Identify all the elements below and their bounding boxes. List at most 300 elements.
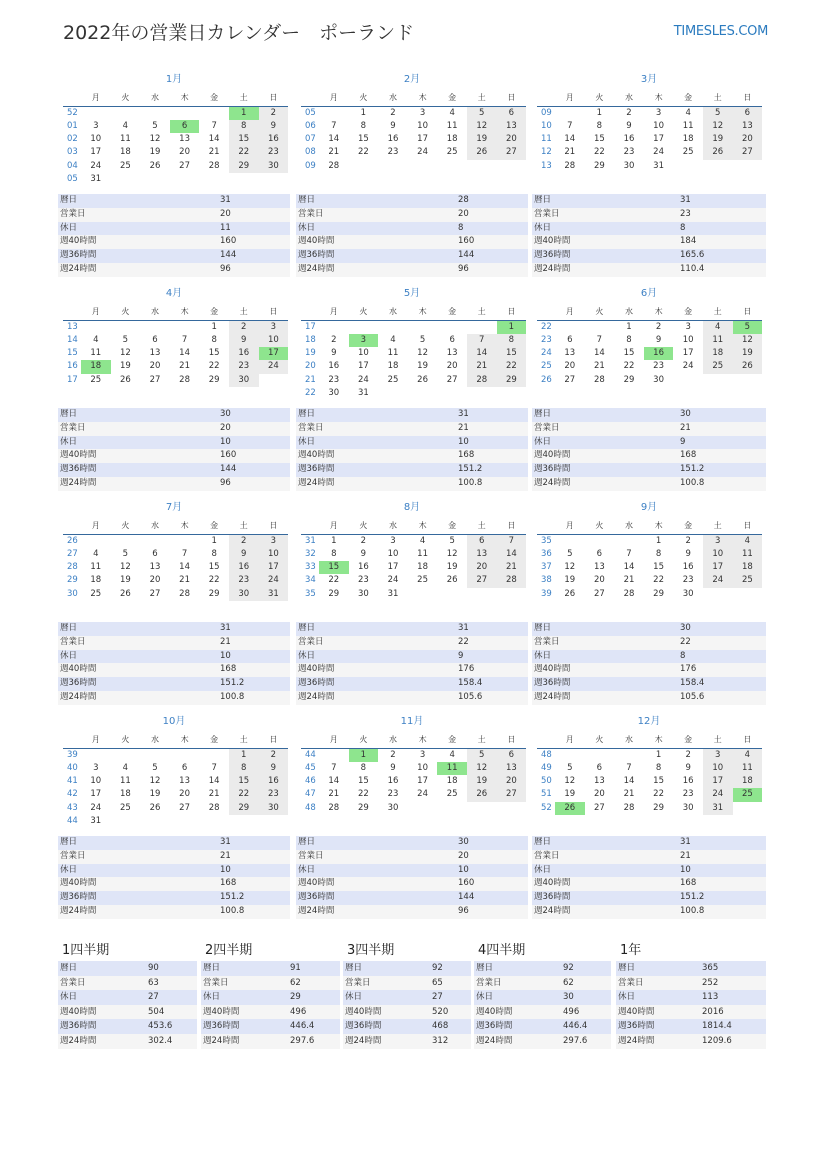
week-number: 05	[67, 173, 78, 184]
week-number: 47	[305, 789, 316, 800]
weekday-header-row	[63, 733, 288, 749]
weekend-day-cell: 19	[703, 133, 733, 146]
week-rows	[301, 107, 527, 187]
stat-label: 営業日	[60, 850, 86, 861]
stat-row	[58, 636, 290, 650]
day-cell: 2	[685, 535, 691, 546]
weekday-header: 月	[329, 93, 338, 102]
day-cell: 26	[119, 588, 131, 599]
empty-day-cell	[673, 160, 703, 173]
stat-row	[296, 691, 528, 705]
week-number: 23	[541, 334, 552, 345]
stat-label: 暦日	[476, 963, 494, 973]
stat-label: 週24時間	[298, 691, 335, 702]
empty-day-cell	[170, 107, 200, 120]
stat-row	[532, 249, 766, 263]
week-rows	[537, 321, 763, 401]
week-number-header	[301, 519, 319, 534]
stat-label: 週36時間	[298, 250, 335, 261]
weekend-day-cell: 19	[467, 775, 497, 788]
stat-value: 65	[432, 977, 443, 988]
stat-label: 休日	[60, 436, 78, 447]
day-cell: 10	[653, 120, 664, 131]
weekday-header: 水	[388, 307, 397, 316]
stat-value: 100.8	[680, 477, 705, 488]
day-cell: 18	[417, 562, 428, 573]
empty-day-cell	[408, 387, 438, 400]
stat-value: 9	[680, 436, 686, 447]
weekday-header: 水	[388, 735, 397, 744]
week-number: 06	[305, 120, 316, 131]
weekend-day-cell: 3	[259, 535, 289, 548]
weekend-day-cell: 6	[497, 107, 527, 120]
day-cell: 24	[417, 789, 428, 800]
week-number: 39	[67, 749, 78, 760]
week-row	[301, 561, 527, 574]
weekday-header: 土	[477, 735, 486, 744]
weekday-header: 土	[713, 521, 722, 530]
stat-label: 週36時間	[60, 678, 97, 689]
stat-row	[58, 263, 290, 277]
week-row	[63, 360, 289, 373]
week-number: 04	[67, 160, 78, 171]
weekday-header: 金	[448, 735, 457, 744]
day-cell: 21	[179, 361, 190, 372]
weekday-header: 木	[418, 521, 427, 530]
day-cell: 29	[623, 374, 635, 385]
day-cell: 27	[149, 588, 161, 599]
weekend-day-cell: 10	[703, 762, 733, 775]
month-calendar	[58, 500, 290, 700]
day-cell: 16	[387, 134, 399, 145]
week-row	[301, 535, 527, 548]
weekend-day-cell: 7	[497, 535, 527, 548]
weekday-header: 月	[329, 307, 338, 316]
weekend-day-cell: 7	[467, 334, 497, 347]
weekend-day-cell: 27	[497, 146, 527, 159]
day-cell: 12	[119, 562, 131, 573]
day-cell: 17	[357, 361, 369, 372]
stat-row	[532, 691, 766, 705]
day-cell: 8	[331, 548, 337, 559]
weekend-day-cell: 24	[259, 574, 289, 587]
stat-row	[532, 836, 766, 850]
day-cell: 28	[623, 588, 635, 599]
day-cell: 14	[208, 776, 220, 787]
week-row	[63, 535, 289, 548]
week-number-header	[537, 733, 555, 748]
holiday-day-cell: 1	[349, 749, 379, 762]
week-rows	[537, 535, 763, 615]
weekday-header: 火	[121, 93, 130, 102]
weekend-day-cell: 3	[703, 535, 733, 548]
empty-day-cell	[111, 815, 141, 828]
weekend-day-cell: 26	[703, 146, 733, 159]
stat-label: 週36時間	[60, 250, 97, 261]
stat-row	[58, 864, 290, 878]
stat-value: 496	[290, 1006, 307, 1017]
weekend-day-cell: 16	[229, 347, 259, 360]
weekend-day-cell: 11	[733, 548, 763, 561]
weekend-day-cell: 9	[259, 762, 289, 775]
day-cell: 28	[208, 160, 220, 171]
stat-row	[343, 990, 471, 1005]
weekday-header: 金	[210, 307, 219, 316]
weekend-day-cell: 8	[497, 334, 527, 347]
day-cell: 23	[682, 789, 694, 800]
day-cell: 29	[653, 588, 664, 599]
stat-row	[201, 1034, 340, 1049]
stat-label: 休日	[298, 650, 316, 661]
stat-value: 92	[432, 963, 443, 973]
day-cell: 22	[357, 789, 369, 800]
stat-row	[532, 891, 766, 905]
week-number-header	[537, 519, 555, 534]
weekday-header: 日	[269, 93, 278, 102]
stat-value: 96	[220, 477, 231, 488]
stat-label: 暦日	[534, 623, 552, 633]
week-number: 18	[305, 334, 316, 345]
day-cell: 8	[596, 120, 603, 131]
weekend-day-cell: 8	[229, 120, 259, 133]
weekday-header: 水	[624, 307, 633, 316]
week-row	[537, 588, 763, 601]
day-cell: 30	[387, 802, 399, 813]
weekday-header-row	[537, 305, 762, 321]
stat-row	[616, 976, 766, 991]
holiday-day-cell: 1	[497, 321, 527, 334]
stat-value: 21	[680, 850, 691, 861]
stat-value: 20	[458, 850, 469, 861]
day-cell: 4	[419, 535, 426, 546]
day-cell: 27	[593, 588, 605, 599]
holiday-day-cell: 3	[349, 334, 379, 347]
stat-label: 週40時間	[60, 236, 97, 247]
month-calendar	[296, 500, 528, 700]
weekend-day-cell: 30	[229, 374, 259, 387]
stat-row	[532, 663, 766, 677]
weekday-header: 水	[388, 521, 397, 530]
week-number: 05	[305, 107, 316, 118]
weekend-day-cell: 4	[733, 535, 763, 548]
week-row	[301, 160, 527, 173]
day-cell: 13	[179, 134, 190, 145]
weekday-header: 火	[121, 521, 130, 530]
month-stats-table	[58, 408, 290, 491]
day-cell: 19	[564, 789, 576, 800]
stat-value: 27	[148, 992, 159, 1003]
day-cell: 10	[90, 134, 102, 145]
week-row	[63, 775, 289, 788]
summary-block	[58, 943, 197, 1049]
weekday-header-row	[301, 519, 526, 535]
day-cell: 19	[564, 575, 576, 586]
week-row	[63, 561, 289, 574]
week-row	[63, 574, 289, 587]
day-cell: 27	[179, 802, 190, 813]
stat-row	[616, 961, 766, 976]
stat-label: 休日	[60, 864, 78, 875]
stat-value: 8	[680, 222, 686, 233]
day-cell: 10	[387, 548, 399, 559]
day-cell: 14	[179, 562, 190, 573]
stat-row	[296, 263, 528, 277]
stat-value: 144	[220, 464, 237, 475]
stat-row	[58, 1005, 197, 1020]
weekend-day-cell: 30	[229, 588, 259, 601]
week-row	[537, 802, 763, 815]
weekend-day-cell: 9	[229, 334, 259, 347]
weekend-day-cell: 15	[497, 347, 527, 360]
day-cell: 6	[596, 548, 603, 559]
stat-label: 週36時間	[534, 892, 571, 903]
day-cell: 12	[446, 548, 458, 559]
empty-day-cell	[81, 749, 111, 762]
empty-day-cell	[81, 107, 111, 120]
day-cell: 24	[417, 147, 428, 158]
empty-day-cell	[111, 173, 141, 186]
day-cell: 4	[449, 107, 455, 118]
stat-value: 8	[458, 222, 464, 233]
stat-value: 1814.4	[702, 1021, 732, 1032]
empty-day-cell	[140, 107, 170, 120]
empty-day-cell	[703, 588, 733, 601]
stat-label: 週40時間	[298, 450, 335, 461]
weekend-day-cell: 22	[229, 788, 259, 801]
stat-row	[532, 636, 766, 650]
day-cell: 1	[211, 535, 217, 546]
holiday-day-cell: 1	[229, 107, 259, 120]
day-cell: 7	[211, 120, 217, 131]
summary-title: 2四半期	[205, 943, 253, 958]
stat-row	[532, 422, 766, 436]
weekday-header: 金	[210, 93, 219, 102]
stat-label: 営業日	[203, 977, 229, 988]
stat-row	[474, 990, 611, 1005]
stat-value: 10	[220, 864, 231, 875]
stat-value: 11	[220, 222, 231, 233]
day-cell: 31	[90, 815, 102, 826]
day-cell: 20	[179, 147, 190, 158]
weekend-day-cell: 12	[733, 334, 763, 347]
week-row	[63, 160, 289, 173]
empty-day-cell	[467, 321, 497, 334]
day-cell: 25	[119, 160, 131, 171]
weekend-day-cell: 24	[259, 360, 289, 373]
week-number-header	[63, 305, 81, 320]
weekday-header: 日	[507, 307, 516, 316]
empty-day-cell	[408, 588, 438, 601]
week-number: 46	[305, 776, 316, 787]
stat-row	[58, 235, 290, 249]
stat-value: 63	[148, 977, 159, 988]
week-row	[63, 133, 289, 146]
day-cell: 17	[90, 789, 102, 800]
week-number: 13	[541, 160, 552, 171]
month-title: 7月	[165, 502, 183, 513]
empty-day-cell	[170, 749, 200, 762]
weekend-day-cell: 27	[733, 146, 763, 159]
stat-row	[474, 976, 611, 991]
empty-day-cell	[733, 802, 763, 815]
week-number: 42	[67, 789, 78, 800]
empty-day-cell	[497, 160, 527, 173]
stat-value: 92	[563, 963, 574, 973]
week-rows	[301, 321, 527, 401]
weekday-header: 水	[624, 93, 633, 102]
week-row	[301, 374, 527, 387]
week-number: 22	[541, 321, 552, 332]
empty-day-cell	[170, 535, 200, 548]
day-cell: 23	[682, 575, 694, 586]
empty-day-cell	[467, 802, 497, 815]
weekday-header: 水	[624, 735, 633, 744]
stat-value: 31	[458, 623, 469, 633]
week-number: 15	[67, 348, 78, 359]
stat-label: 週36時間	[534, 464, 571, 475]
week-number: 07	[305, 134, 316, 145]
week-number: 26	[67, 535, 78, 546]
week-row	[301, 775, 527, 788]
week-row	[537, 120, 763, 133]
day-cell: 30	[623, 160, 635, 171]
day-cell: 22	[593, 147, 605, 158]
stat-label: 週40時間	[60, 450, 97, 461]
stat-value: 160	[220, 236, 237, 247]
week-number: 36	[541, 548, 552, 559]
weekend-day-cell: 20	[497, 133, 527, 146]
stat-value: 21	[220, 636, 231, 647]
weekend-day-cell: 6	[733, 107, 763, 120]
stat-row	[58, 208, 290, 222]
empty-day-cell	[703, 160, 733, 173]
week-row	[537, 107, 763, 120]
weekend-day-cell: 2	[259, 107, 289, 120]
day-cell: 10	[682, 334, 694, 345]
stat-row	[532, 449, 766, 463]
day-cell: 26	[417, 374, 428, 385]
week-number: 30	[67, 588, 78, 599]
week-number: 45	[305, 762, 316, 773]
weekday-header: 土	[713, 93, 722, 102]
stat-value: 30	[680, 409, 691, 419]
day-cell: 14	[328, 134, 340, 145]
day-cell: 7	[211, 762, 217, 773]
weekend-day-cell: 11	[703, 334, 733, 347]
day-cell: 6	[449, 334, 455, 345]
month-stats-table	[296, 194, 528, 277]
day-cell: 1	[211, 321, 217, 332]
stat-label: 暦日	[60, 195, 78, 205]
day-cell: 31	[357, 387, 369, 398]
day-cell: 13	[149, 348, 161, 359]
empty-day-cell	[349, 321, 379, 334]
day-cell: 4	[449, 749, 455, 760]
month-calendar	[296, 72, 528, 272]
empty-day-cell	[111, 321, 141, 334]
stat-label: 休日	[345, 992, 363, 1003]
week-number: 49	[541, 762, 552, 773]
stat-value: 446.4	[290, 1021, 315, 1032]
week-number-header	[63, 519, 81, 534]
week-row	[301, 749, 527, 762]
stat-row	[296, 677, 528, 691]
day-cell: 6	[596, 762, 603, 773]
empty-day-cell	[408, 802, 438, 815]
stat-row	[58, 436, 290, 450]
day-cell: 25	[387, 374, 399, 385]
empty-day-cell	[319, 321, 349, 334]
weekend-day-cell: 5	[703, 107, 733, 120]
day-cell: 8	[360, 762, 367, 773]
day-cell: 28	[328, 160, 340, 171]
stat-label: 週36時間	[298, 464, 335, 475]
day-cell: 17	[417, 134, 428, 145]
week-number: 40	[67, 762, 78, 773]
empty-day-cell	[614, 749, 644, 762]
week-number-header	[301, 305, 319, 320]
month-stats-table	[532, 408, 766, 491]
empty-day-cell	[437, 387, 467, 400]
day-cell: 6	[152, 548, 158, 559]
week-row	[537, 334, 763, 347]
day-cell: 3	[655, 107, 662, 118]
empty-day-cell	[497, 387, 527, 400]
stat-row	[58, 677, 290, 691]
empty-day-cell	[408, 321, 438, 334]
day-cell: 22	[653, 575, 664, 586]
summary-title: 1四半期	[62, 943, 110, 958]
weekend-day-cell: 23	[259, 788, 289, 801]
stat-label: 休日	[60, 992, 78, 1003]
week-number: 09	[305, 160, 316, 171]
stat-label: 暦日	[345, 963, 363, 973]
weekday-header: 水	[150, 521, 159, 530]
stat-row	[474, 961, 611, 976]
stat-label: 暦日	[60, 409, 78, 419]
day-cell: 18	[682, 134, 694, 145]
day-cell: 23	[357, 575, 369, 586]
stat-value: 160	[220, 450, 237, 461]
day-cell: 14	[564, 134, 576, 145]
week-row	[63, 548, 289, 561]
stat-value: 520	[432, 1006, 449, 1017]
weekday-header: 月	[329, 735, 338, 744]
weekend-day-cell: 13	[733, 120, 763, 133]
stat-value: 20	[458, 208, 469, 219]
stat-row	[296, 636, 528, 650]
day-cell: 21	[328, 147, 340, 158]
day-cell: 20	[564, 361, 576, 372]
stat-value: 144	[458, 250, 475, 261]
empty-day-cell	[111, 535, 141, 548]
stat-value: 504	[148, 1006, 165, 1017]
day-cell: 24	[90, 160, 102, 171]
page-title: 2022年の営業日カレンダー ポーランド	[63, 22, 415, 44]
day-cell: 1	[360, 107, 367, 118]
stat-value: 176	[680, 664, 697, 675]
stat-row	[58, 622, 290, 636]
day-cell: 19	[149, 147, 161, 158]
day-cell: 22	[208, 361, 220, 372]
day-cell: 28	[593, 374, 605, 385]
day-cell: 5	[122, 548, 129, 559]
week-rows	[301, 535, 527, 615]
day-cell: 29	[328, 588, 340, 599]
day-cell: 13	[593, 776, 605, 787]
stat-row	[343, 1034, 471, 1049]
stat-label: 営業日	[298, 208, 324, 219]
